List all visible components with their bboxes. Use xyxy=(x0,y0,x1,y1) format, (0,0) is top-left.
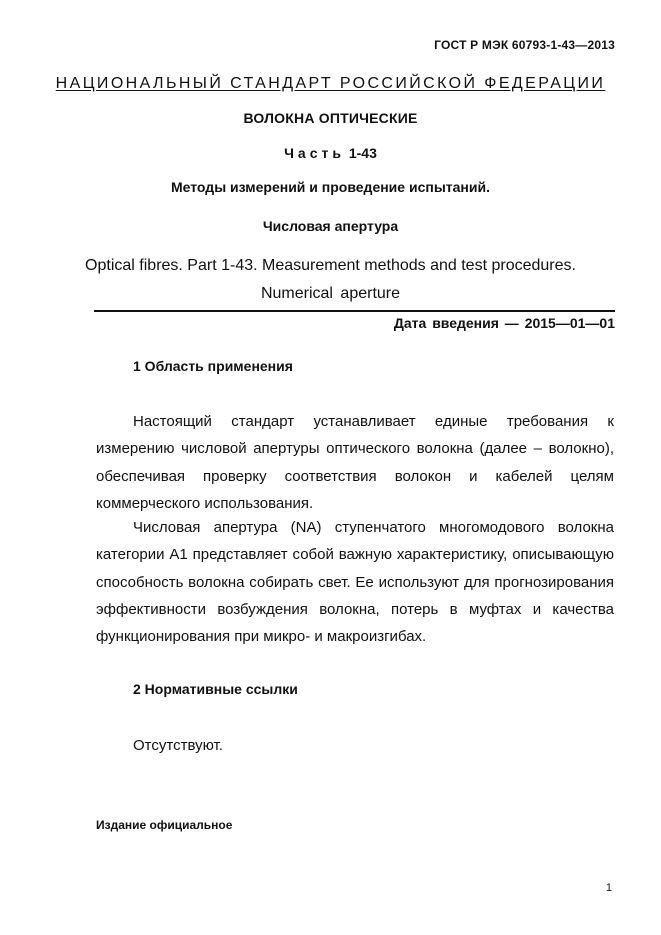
title-divider xyxy=(94,310,615,312)
document-designation: ГОСТ Р МЭК 60793-1-43—2013 xyxy=(434,38,615,52)
section-2-paragraph-1: Отсутствуют. xyxy=(133,737,223,754)
english-title-line-1: Optical fibres. Part 1-43. Measurement methods and test procedures. xyxy=(85,257,576,274)
official-edition-label: Издание официальное xyxy=(96,818,233,832)
section-1-heading: 1 Область применения xyxy=(133,358,293,374)
section-1-paragraph-1: Настоящий стандарт устанавливает единые требования к измерению числовой апертуры оптического волокна (далее – волокно), обеспечивая проверку соответствия волокон и кабелей целям коммерческого использования. xyxy=(96,413,614,512)
document-title: ВОЛОКНА ОПТИЧЕСКИЕ xyxy=(243,110,418,126)
national-standard-heading: НАЦИОНАЛЬНЫЙ СТАНДАРТ РОССИЙСКОЙ ФЕДЕРАЦИИ xyxy=(55,75,606,92)
part-number: 1-43 xyxy=(348,145,377,161)
part-line xyxy=(0,145,661,161)
subtitle-line-1: Методы измерений и проведение испытаний. xyxy=(171,179,490,195)
section-1-paragraph-2: Числовая апертура (NA) ступенчатого многомодового волокна категории A1 представляет собой важную характеристику, описывающую способность волокна собирать свет. Ее используют для прогнозирования эффективности возбуждения волокна, потерь в муфтах и качества функционирования при микро- и макроизгибах. xyxy=(96,519,614,646)
page-number: 1 xyxy=(605,882,612,894)
section-2-heading: 2 Нормативные ссылки xyxy=(133,681,298,697)
english-title-line-2: Numerical aperture xyxy=(260,285,401,302)
effective-date: Дата введения — 2015—01—01 xyxy=(393,315,615,331)
part-word: Часть xyxy=(284,145,345,161)
subtitle-line-2: Числовая апертура xyxy=(262,218,399,234)
